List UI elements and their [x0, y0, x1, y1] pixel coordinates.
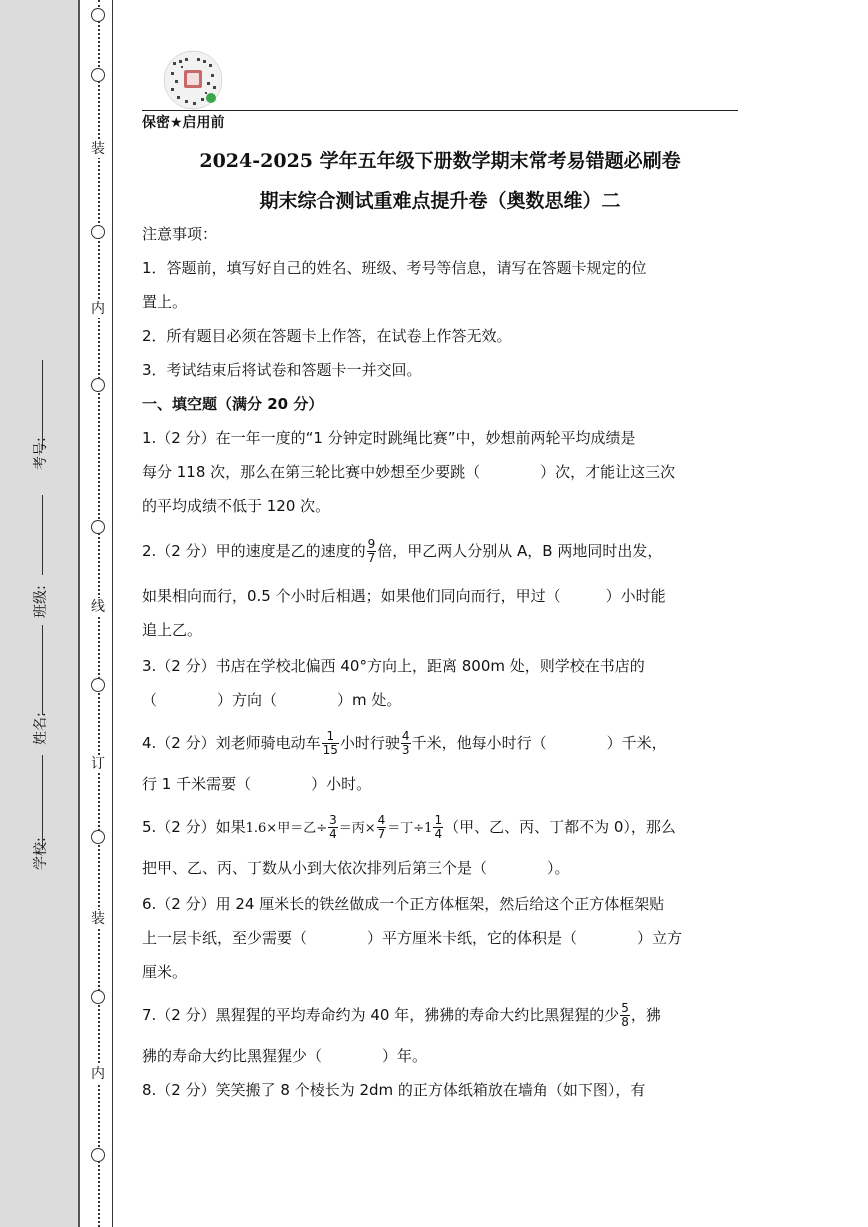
- label-banji: 班级:: [33, 585, 49, 618]
- q2-line2: 如果相向而行，0.5 个小时后相遇；如果他们同向而行，甲过（ ）小时能: [142, 587, 666, 605]
- q3-line1: 3.（2 分）书店在学校北偏西 40°方向上，距离 800m 处，则学校在书店的: [142, 657, 645, 675]
- binding-border: [112, 0, 117, 1227]
- q2-line3: 追上乙。: [142, 621, 203, 639]
- banji-underline: [42, 625, 44, 715]
- q5-line2: 把甲、乙、丙、丁数从小到大依次排列后第三个是（ ）。: [142, 859, 570, 877]
- q2-fraction: $\frac{9}{7}$: [367, 537, 376, 565]
- note-3: 3．考试结束后将试卷和答题卡一并交回。: [142, 361, 422, 379]
- binding-char-xian: 线: [91, 599, 105, 615]
- q4-line1: 4.（2 分）刘老师骑电动车 $\frac{1}{15}$ 小时行驶 $\frac{4}{3}$ 千米，他每小时行（ ）千米，: [142, 729, 667, 757]
- q4-fraction-1: $\frac{1}{15}$: [322, 729, 338, 757]
- label-xuexiao: 学校:: [33, 837, 49, 870]
- q4-fraction-2: $\frac{4}{3}$: [401, 729, 410, 757]
- kaohao-underline: [42, 495, 44, 575]
- q1-line2: 每分 118 次，那么在第三轮比赛中妙想至少要跳（ ）次，才能让这三次: [142, 463, 676, 481]
- q7-line1: 7.（2 分）黑猩猩的平均寿命约为 40 年，狒狒的寿命大约比黑猩猩的少 $\frac{5}{8}$ ，狒: [142, 1001, 661, 1029]
- qr-code-icon: [163, 50, 223, 110]
- note-1b: 置上。: [142, 293, 188, 311]
- page-title: 2024-2025 学年五年级下册数学期末常考易错题必刷卷: [199, 150, 681, 172]
- q1-line1: 1.（2 分）在一年一度的“1 分钟定时跳绳比赛”中，妙想前两轮平均成绩是: [142, 429, 636, 447]
- q6-line2: 上一层卡纸，至少需要（ ）平方厘米卡纸，它的体积是（ ）立方: [142, 929, 683, 947]
- binding-char-ding: 订: [91, 756, 105, 772]
- label-xingming: 姓名:: [33, 712, 49, 745]
- binding-char-nei: 内: [91, 301, 105, 317]
- q5-line1: 5.（2 分）如果1.6×甲＝乙÷ $\frac{3}{4}$ ＝丙× $\frac{4}{7}$ ＝丁÷1 $\frac{1}{4}$ （甲、乙、丙、丁都不为 0），那么: [142, 813, 676, 841]
- q4-line2: 行 1 千米需要（ ）小时。: [142, 775, 372, 793]
- q6-line1: 6.（2 分）用 24 厘米长的铁丝做成一个正方体框架，然后给这个正方体框架贴: [142, 895, 665, 913]
- binding-char-zhuang2: 装: [91, 911, 105, 927]
- q6-line3: 厘米。: [142, 963, 188, 981]
- note-1a: 1．答题前，填写好自己的姓名、班级、考号等信息，请写在答题卡规定的位: [142, 259, 647, 277]
- binding-line: [88, 0, 110, 1227]
- page-subtitle: 期末综合测试重难点提升卷（奥数思维）二: [259, 190, 621, 212]
- binding-char-zhuang: 装: [91, 141, 105, 157]
- note-2: 2．所有题目必须在答题卡上作答，在试卷上作答无效。: [142, 327, 512, 345]
- notes-heading: 注意事项：: [142, 225, 218, 243]
- xingming-underline: [42, 755, 44, 850]
- q1-line3: 的平均成绩不低于 120 次。: [142, 497, 331, 515]
- q7-fraction: $\frac{5}{8}$: [621, 1001, 629, 1029]
- q5-fraction-2: $\frac{4}{7}$: [377, 813, 386, 841]
- label-kaohao: 考号:: [33, 437, 49, 470]
- q2-line1: 2.（2 分）甲的速度是乙的速度的 $\frac{9}{7}$ 倍，甲乙两人分别从 A，B 两地同时出发，: [142, 537, 663, 565]
- header-rule: [142, 110, 738, 111]
- q3-line2: （ ）方向（ ）m 处。: [142, 691, 402, 709]
- secret-mark: 保密★启用前: [142, 115, 225, 131]
- q5-fraction-1: $\frac{3}{4}$: [329, 813, 337, 841]
- q7-line2: 狒的寿命大约比黑猩猩少（ ）年。: [142, 1047, 428, 1065]
- q5-fraction-3: $\frac{1}{4}$: [434, 813, 443, 841]
- q8-line1: 8.（2 分）笑笑搬了 8 个棱长为 2dm 的正方体纸箱放在墙角（如下图），有: [142, 1081, 646, 1099]
- binding-char-nei2: 内: [91, 1066, 105, 1082]
- section-heading: 一、填空题（满分 20 分）: [142, 395, 324, 413]
